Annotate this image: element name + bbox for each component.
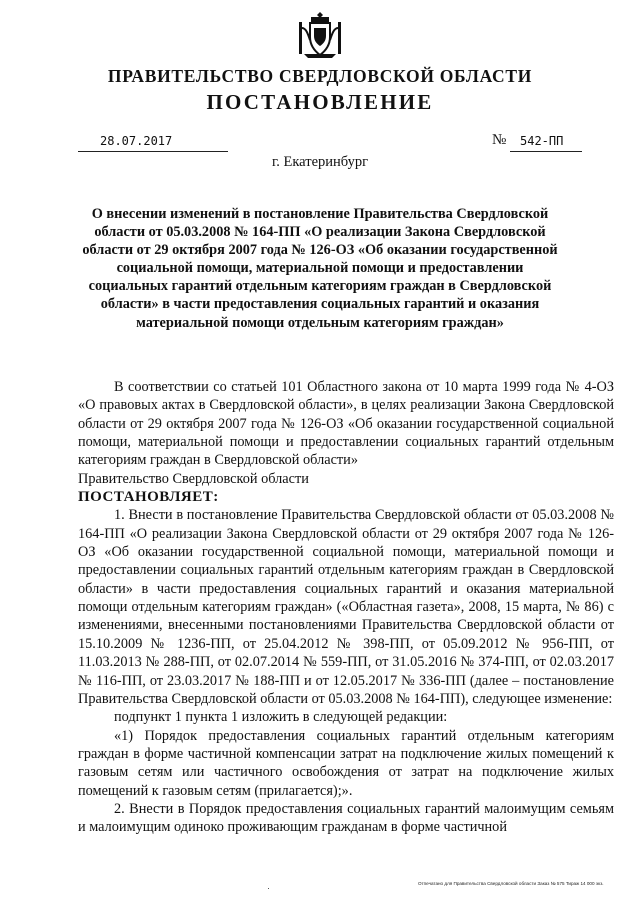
item-1-paragraph: 1. Внести в постановление Правительства Свердловской области от 05.03.2008 № 164-ПП «О реализации Закона Свердловской области от 29 октября 2007 года № 126-ОЗ «Об оказании государственной социальной помощи, материальной помощи и предоставлении социальных гарантий отдельным категориям граждан в Свердловской области» в части предоставления социальных гарантий и оказания материальной помощи отдельным категориям граждан» («Областная газета», 2008, 15 марта, № 86) с изменениями, внесенными постановлениями Правительства Свердловской области от 15.10.2009 № 1236-ПП, от 25.04.2012 № 398-ПП, от 05.09.2012 № 956-ПП, от 11.03.2013 № 288-ПП, от 02.07.2014 № 559-ПП, от 31.05.2016 № 374-ПП, от 02.03.2017 № 116-ПП, от 23.03.2017 № 188-ПП и от 12.05.2017 № 336-ПП (далее – постановление Правительства Свердловской области от 05.03.2008 № 164-ПП), следующее изменение:	[78, 507, 614, 707]
document-title: О внесении изменений в постановление Правительства Свердловской области от 05.03.2008 № 164-ПП «О реализации Закона Свердловской области от 29 октября 2007 года № 126-ОЗ «Об оказании государственной социальной помощи, материальной помощи и предоставлении социальных гарантий отдельным категориям граждан в Свердловской области» в части предоставления социальных гарантий и оказания материальной помощи отдельным категориям граждан»	[82, 206, 558, 331]
document-body	[78, 378, 614, 837]
preamble-subject: Правительство Свердловской области	[78, 470, 309, 487]
preamble-paragraph: В соответствии со статьей 101 Областного закона от 10 марта 1999 года № 4-ОЗ «О правовых актах в Свердловской области», в целях реализации Закона Свердловской области от 29 октября 2007 года № 126-ОЗ «Об оказании государственной социальной помощи, материальной помощи и предоставлении социальных гарантий отдельным категориям граждан в Свердловской области»	[78, 379, 614, 469]
coat-of-arms-icon	[296, 10, 344, 60]
number-sign: №	[492, 132, 507, 148]
decree-word: ПОСТАНОВЛЯЕТ:	[78, 489, 219, 506]
decree-date: 28.07.2017	[100, 134, 173, 148]
quoted-paragraph: «1) Порядок предоставления социальных гарантий отдельным категориям граждан в форме частичной компенсации затрат на подключение жилых помещений к газовым сетям или частичного освобождения от затрат на подключение жилых помещений к газовым сетям (прилагается);».	[78, 727, 614, 799]
subitem-paragraph: подпункт 1 пункта 1 изложить в следующей редакции:	[114, 709, 448, 726]
item-2-paragraph: 2. Внести в Порядок предоставления социальных гарантий малоимущим семьям и малоимущим одиноко проживающим гражданам в форме частичной	[78, 800, 614, 836]
government-heading: ПРАВИТЕЛЬСТВО СВЕРДЛОВСКОЙ ОБЛАСТИ	[107, 66, 533, 86]
document-type-heading: ПОСТАНОВЛЕНИЕ	[206, 90, 434, 114]
decree-number: 542-ПП	[520, 134, 564, 148]
number-underline	[510, 151, 582, 152]
date-underline	[78, 151, 228, 152]
print-footer: Отпечатано для Правительства Свердловской области Заказ № 575 Тираж 14 000 экз.	[418, 881, 604, 886]
speck	[268, 888, 269, 889]
city: г. Екатеринбург	[271, 154, 369, 170]
